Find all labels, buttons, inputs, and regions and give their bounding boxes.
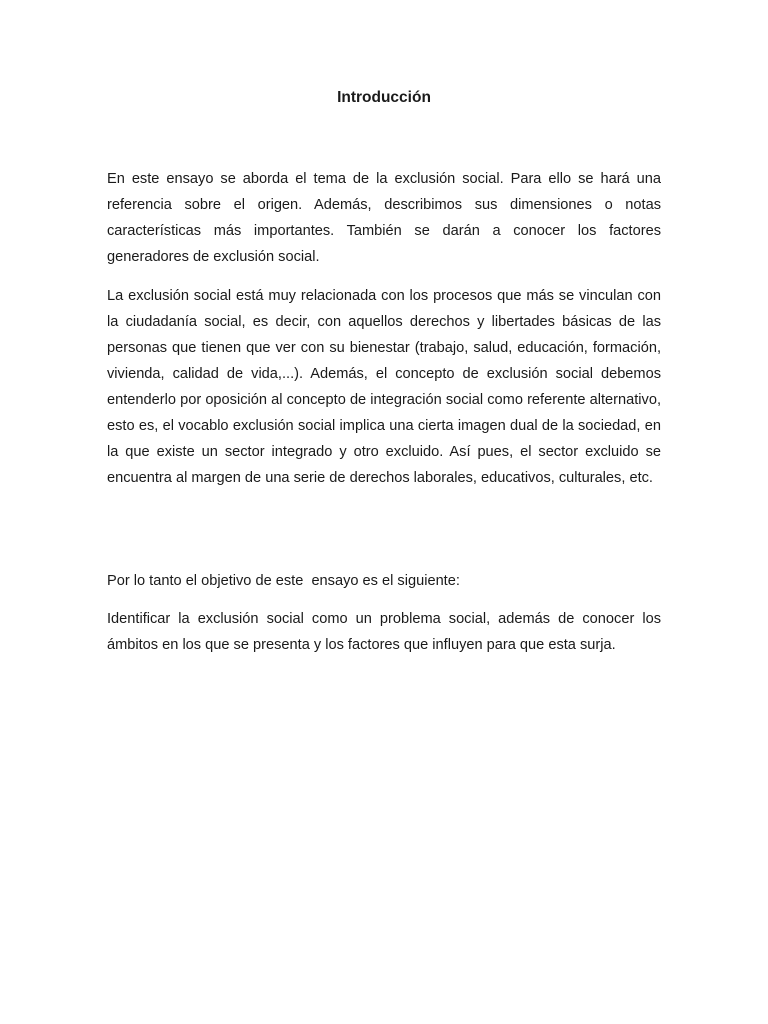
paragraph-exclusion-concept: La exclusión social está muy relacionada con los procesos que más se vinculan con la ciudadanía social, es decir, con aquellos derechos y libertades básicas de las personas que tienen que ver con su bienestar (trabajo, salud, educación, formación, vivienda, calidad de vida,...). Además, el concepto de exclusión social debemos entenderlo por oposición al concepto de integración social como referente alternativo, esto es, el vocablo exclusión social implica una cierta imagen dual de la sociedad, en la que existe un sector integrado y otro excluido. Así pues, el sector excluido se encuentra al margen de una serie de derechos laborales, educativos, culturales, etc.	[107, 288, 661, 486]
page-title: Introducción	[337, 89, 431, 106]
paragraph-objective: Identificar la exclusión social como un problema social, además de conocer los ámbitos en los que se presenta y los factores que influyen para que esta surja.	[107, 611, 661, 653]
paragraph-objective-lead: Por lo tanto el objetivo de este ensayo es el siguiente:	[107, 573, 460, 589]
paragraph-intro: En este ensayo se aborda el tema de la exclusión social. Para ello se hará una referencia sobre el origen. Además, describimos sus dimensiones o notas características más importantes. También se darán a conocer los factores generadores de exclusión social.	[107, 171, 661, 265]
